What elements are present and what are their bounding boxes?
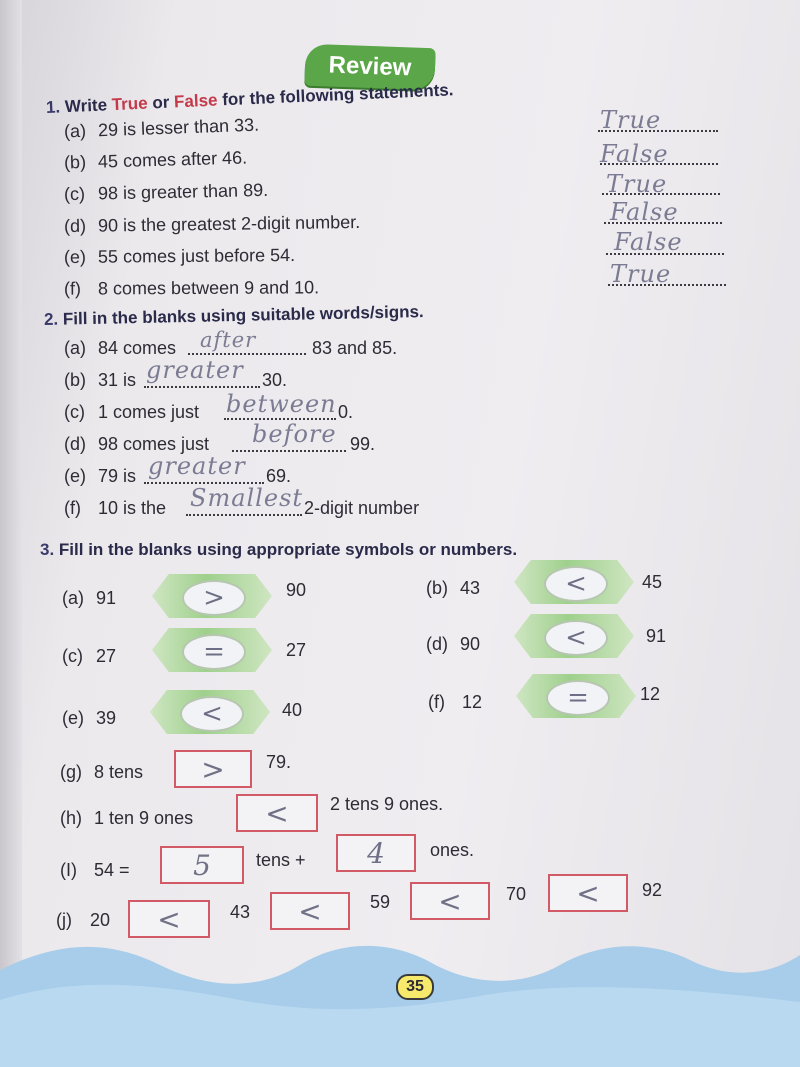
blank-line [188,353,306,355]
item-label: (d) [63,215,87,237]
handwritten-symbol: > [182,580,246,616]
q2-item-e [64,466,136,487]
q1-item-b [64,147,248,173]
q2-item-f [64,498,166,519]
handwritten-answer: Smallest [190,484,304,512]
page-gutter [0,0,22,1067]
answer-box: < [548,874,628,912]
q3-title [40,540,517,560]
item-value: 43 [460,578,481,598]
item-label: (a) [64,338,86,358]
handwritten-symbol: < [544,566,608,602]
blank-line [232,450,346,452]
q1-item-f [64,277,319,299]
blank-line [186,514,302,516]
item-text: 29 is lesser than 33. [97,114,260,141]
item-label: (f) [428,692,445,712]
symbol-oval [516,674,636,718]
q3-item-j-v5: 92 [642,880,663,900]
item-label: (e) [63,246,87,268]
symbol-oval [152,628,272,672]
q2-item-a-post: 83 and 85. [312,338,398,358]
q1-title-w3: or [147,92,175,113]
item-value: 91 [96,588,117,608]
q3-item-h-right: 2 tens 9 ones. [330,794,444,814]
q1-title-w1: Write [64,95,113,117]
q3-title-text: Fill in the blanks using appropriate symbols or numbers. [58,540,518,559]
answer-box: < [410,882,490,920]
symbol-oval [514,614,634,658]
item-label: (d) [64,434,86,454]
q3-pair-a-right: 90 [286,580,307,600]
item-value: 20 [90,910,111,930]
handwritten-symbol: < [544,620,608,656]
q3-item-j-v2: 43 [230,902,251,922]
handwritten-answer: after [200,328,257,352]
q3-pair-f [428,692,482,713]
q2-item-e-post: 69. [266,466,292,486]
q2-item-b-post: 30. [262,370,288,390]
q3-item-j-v4: 70 [506,884,527,904]
item-label: (e) [62,708,84,728]
symbol-oval [514,560,634,604]
q3-item-i-right: ones. [430,840,475,860]
item-text: 10 is the [98,498,167,518]
answer-box: 4 [336,834,416,872]
item-label: (d) [426,634,448,654]
q3-pair-b [426,578,480,599]
handwritten-answer: False [600,140,669,168]
q1-title [46,80,454,118]
handwritten-answer: True [606,170,668,198]
item-text: 98 comes just [98,434,210,454]
q3-pair-e-right: 40 [282,700,303,720]
q2-number: 2. [43,309,59,329]
q3-pair-e [62,708,116,729]
blank-line [144,386,260,388]
q3-item-g-right: 79. [266,752,292,772]
page-number-badge [396,974,434,1000]
page-number: 35 [406,978,424,995]
item-text: 79 is [98,466,137,486]
item-label: (f) [63,278,82,299]
handwritten-answer: between [226,390,337,418]
item-text: 98 is greater than 89. [97,179,269,204]
item-value: 1 ten 9 ones [94,808,194,828]
handwritten-answer: greater [146,356,244,384]
item-value: 12 [462,692,483,712]
q3-item-i-mid: tens + [256,850,306,870]
item-value: 8 tens [94,762,144,782]
q3-pair-f-right: 12 [640,684,661,704]
handwritten-symbol: < [180,696,244,732]
symbol-oval [152,574,272,618]
handwritten-answer: True [610,260,672,288]
q1-title-true: True [111,93,149,115]
item-label: (c) [62,646,83,666]
item-label: (e) [64,466,86,486]
item-text: 45 comes after 46. [97,147,248,172]
q1-title-false: False [173,90,218,112]
q2-item-c [64,402,199,423]
answer-box: > [174,750,252,788]
q1-item-d [64,212,360,237]
answer-box: < [236,794,318,832]
item-label: (b) [64,370,86,390]
wave-footer [0,930,800,1067]
q3-pair-b-right: 45 [642,572,663,592]
q3-pair-c-right: 27 [286,640,307,660]
item-label: (j) [56,910,72,930]
handwritten-answer: greater [148,452,246,480]
q3-item-h [60,808,193,829]
page-title: Review [328,51,412,82]
q2-item-c-post: 0. [338,402,354,422]
q3-pair-c [62,646,116,667]
item-text: 8 comes between 9 and 10. [97,277,320,299]
q1-item-e [64,245,295,268]
handwritten-answer: False [614,228,683,256]
q3-item-g [60,762,143,783]
item-label: (h) [60,808,82,828]
q1-number: 1. [45,97,61,117]
item-label: (a) [62,588,84,608]
handwritten-symbol: = [546,680,610,716]
item-value: 27 [96,646,117,666]
q2-item-d-post: 99. [350,434,376,454]
q3-pair-d [426,634,480,655]
q2-item-b [64,370,136,391]
item-label: (I) [60,860,77,880]
item-value: 90 [460,634,481,654]
item-label: (g) [60,762,82,782]
q3-item-j [56,910,110,931]
item-value: 54 = [94,860,130,880]
item-value: 39 [96,708,117,728]
handwritten-answer: True [600,106,662,134]
item-label: (a) [63,120,87,142]
q1-item-c [64,180,269,205]
q3-item-i [60,860,130,881]
q3-pair-a [62,588,116,609]
item-text: 84 comes [98,338,177,358]
q3-pair-d-right: 91 [646,626,667,646]
q2-title-text: Fill in the blanks using suitable words/signs. [62,302,424,329]
item-text: 31 is [98,370,137,390]
item-text: 1 comes just [98,402,200,422]
item-label: (f) [64,498,81,518]
item-text: 55 comes just before 54. [97,244,296,267]
answer-box: 5 [160,846,244,884]
q1-title-w5: for the following statements. [217,80,454,110]
answer-box: < [128,900,210,938]
item-text: 90 is the greatest 2-digit number. [97,211,361,236]
item-label: (b) [63,151,87,173]
handwritten-answer: before [252,420,337,448]
q3-number: 3. [40,540,55,559]
item-label: (c) [64,402,85,422]
item-label: (c) [63,183,86,205]
answer-box: < [270,892,350,930]
symbol-oval [150,690,270,734]
q3-item-j-v3: 59 [370,892,391,912]
q2-title [44,302,424,330]
q2-item-f-post: 2-digit number [304,498,420,518]
handwritten-answer: False [610,198,679,226]
q1-item-a [64,115,260,143]
handwritten-symbol: = [182,634,246,670]
item-label: (b) [426,578,448,598]
